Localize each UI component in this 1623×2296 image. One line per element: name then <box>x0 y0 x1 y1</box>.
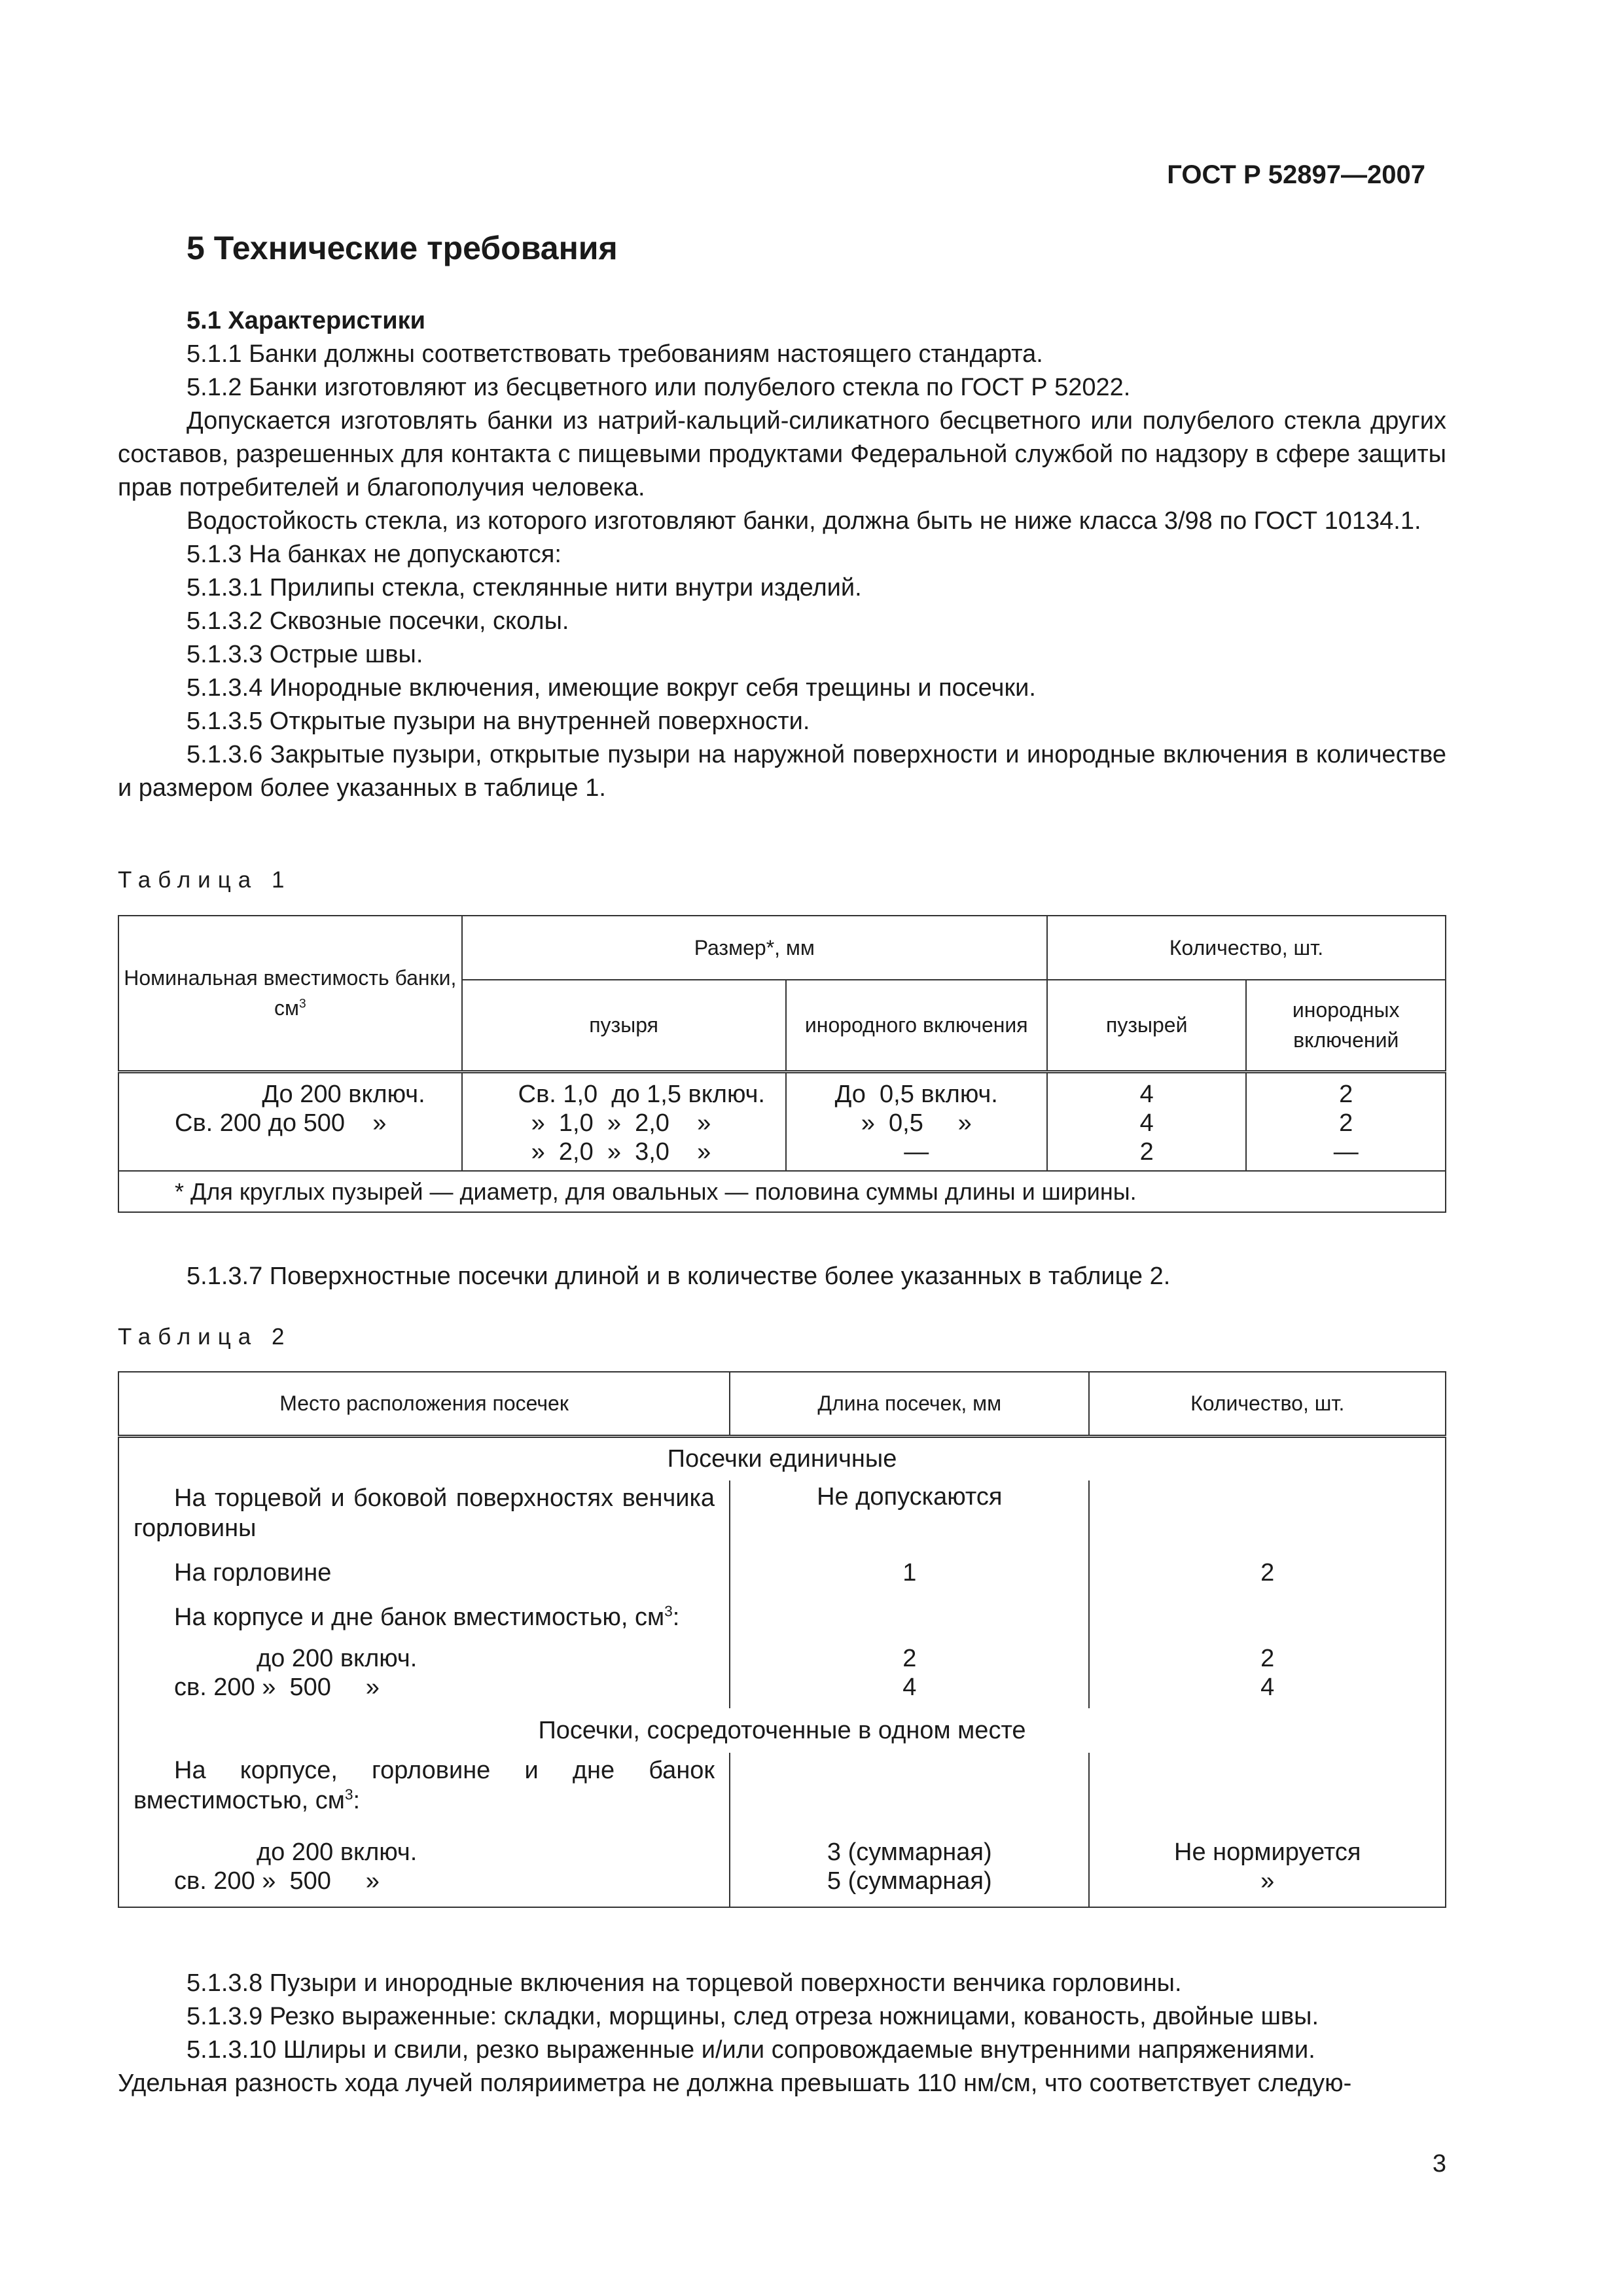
paragraph-5-1-3-7: 5.1.3.7 Поверхностные посечки длиной и в количестве более указанных в таблице 2. <box>187 1263 1171 1290</box>
t2-row-concentrated-count-empty <box>1089 1753 1446 1837</box>
paragraph-5-1-3-3: 5.1.3.3 Острые швы. <box>187 641 423 668</box>
t1-header-size: Размер*, мм <box>462 916 1047 980</box>
paragraph-5-1-3-4: 5.1.3.4 Инородные включения, имеющие вокруг себя трещины и посечки. <box>187 674 1036 702</box>
paragraph-5-1-3-8: 5.1.3.8 Пузыри и инородные включения на торцевой поверхности венчика горловины. <box>187 1969 1182 1997</box>
paragraph-5-1-3-9: 5.1.3.9 Резко выраженные: складки, морщины, след отреза ножницами, кованость, двойные швы. <box>187 2003 1319 2030</box>
t2-row-body-length-empty <box>730 1600 1089 1643</box>
t2-row-body-count-empty <box>1089 1600 1446 1643</box>
table-2-label: Таблица 2 <box>118 1324 292 1350</box>
t2-row-body-capacities: до 200 включ. св. 200 » 500 » <box>118 1643 730 1708</box>
t2-row-body-lengths: 2 4 <box>730 1643 1089 1708</box>
t1-cell-inclusions-count: 2 2 — <box>1246 1071 1446 1171</box>
text-block-middle <box>118 1260 1446 1293</box>
text-block-upper <box>118 304 1446 805</box>
paragraph-water-resistance: Водостойкость стекла, из которого изготовляют банки, должна быть не ниже класса 3/98 по ГОСТ 10134.1. <box>187 507 1421 535</box>
t2-group-concentrated: Посечки, сосредоточенные в одном месте <box>118 1708 1446 1753</box>
section-title: 5 Технические требования <box>187 230 618 266</box>
paragraph-5-1-3-1: 5.1.3.1 Прилипы стекла, стеклянные нити внутри изделий. <box>187 574 862 601</box>
document-code: ГОСТ Р 52897—2007 <box>1167 160 1425 189</box>
t1-header-inclusions-count: инородных включений <box>1246 980 1446 1071</box>
t2-header-count: Количество, шт. <box>1089 1372 1446 1436</box>
t2-row-body-counts: 2 4 <box>1089 1643 1446 1708</box>
paragraph-5-1-2: 5.1.2 Банки изготовляют из бесцветного или полубелого стекла по ГОСТ Р 52022. <box>187 374 1131 401</box>
text-block-lower <box>118 1967 1446 2100</box>
t2-row-concentrated-counts: Не нормируется » <box>1089 1837 1446 1907</box>
paragraph-5-1-3-6: 5.1.3.6 Закрытые пузыри, открытые пузыри на наружной поверхности и инородные включения в количестве и размером более указанных в таблице 1. <box>118 741 1446 802</box>
t2-row-concentrated-capacities: до 200 включ. св. 200 » 500 » <box>118 1837 730 1907</box>
t2-row-neck-count: 2 <box>1089 1559 1446 1600</box>
t2-header-length: Длина посечек, мм <box>730 1372 1089 1436</box>
t2-header-place: Место расположения посечек <box>118 1372 730 1436</box>
t1-cell-bubbles-count: 4 4 2 <box>1047 1071 1246 1171</box>
t1-footnote: * Для круглых пузырей — диаметр, для овальных — половина суммы длины и ширины. <box>118 1171 1446 1212</box>
paragraph-5-1-3: 5.1.3 На банках не допускаются: <box>187 541 562 568</box>
t2-row-concentrated: На корпусе, горловине и дне банок вместимостью, $см^3$: <box>118 1753 730 1837</box>
t2-row-neck-length: 1 <box>730 1559 1089 1600</box>
t1-header-count: Количество, шт. <box>1047 916 1446 980</box>
table-1 <box>118 915 1446 1213</box>
subsection-title: 5.1 Характеристики <box>187 307 426 334</box>
t1-header-bubbles-count: пузырей <box>1047 980 1246 1071</box>
t1-header-bubble: пузыря <box>462 980 786 1071</box>
paragraph-5-1-3-5: 5.1.3.5 Открытые пузыри на внутренней поверхности. <box>187 708 810 735</box>
t1-header-capacity: Номинальная вместимость банки, $см^3$ <box>118 916 462 1071</box>
table-1-label: Таблица 1 <box>118 867 292 893</box>
paragraph-5-1-1: 5.1.1 Банки должны соответствовать требованиям настоящего стандарта. <box>187 340 1043 368</box>
t2-row-end-surface-count <box>1089 1480 1446 1559</box>
t1-header-inclusion: инородного включения <box>786 980 1048 1071</box>
t2-row-end-surface-length: Не допускаются <box>730 1480 1089 1559</box>
t2-row-concentrated-lengths: 3 (суммарная) 5 (суммарная) <box>730 1837 1089 1907</box>
page-number: 3 <box>1432 2150 1446 2178</box>
paragraph-polarimeter: Удельная разность хода лучей полярииметра не должна превышать 110 нм/см, что соответствует следую- <box>118 2070 1352 2097</box>
paragraph-5-1-3-2: 5.1.3.2 Сквозные посечки, сколы. <box>187 607 569 635</box>
table-2 <box>118 1371 1446 1908</box>
t2-row-concentrated-length-empty <box>730 1753 1089 1837</box>
t2-group-single: Посечки единичные <box>118 1436 1446 1480</box>
t2-row-body: На корпусе и дне банок вместимостью, $см^3$: <box>118 1600 730 1643</box>
paragraph-allowance: Допускается изготовлять банки из натрий-кальций-силикатного бесцветного или полубелого стекла других составов, разрешенных для контакта с пищевыми продуктами Федеральной службой по надзору в сфере защиты прав потребителей и благополучия человека. <box>118 407 1446 501</box>
t2-row-end-surface: На торцевой и боковой поверхностях венчика горловины <box>118 1480 730 1559</box>
t2-row-neck: На горловине <box>118 1559 730 1600</box>
t1-cell-inclusion-size: До 0,5 включ. » 0,5 » — <box>786 1071 1048 1171</box>
paragraph-5-1-3-10: 5.1.3.10 Шлиры и свили, резко выраженные и/или сопровождаемые внутренними напряжениями. <box>187 2036 1315 2064</box>
t1-cell-bubble-size: Св. 1,0 до 1,5 включ. » 1,0 » 2,0 » » 2,0 » 3,0 » <box>462 1071 786 1171</box>
t1-cell-capacity: До 200 включ. Св. 200 до 500 » <box>118 1071 462 1171</box>
